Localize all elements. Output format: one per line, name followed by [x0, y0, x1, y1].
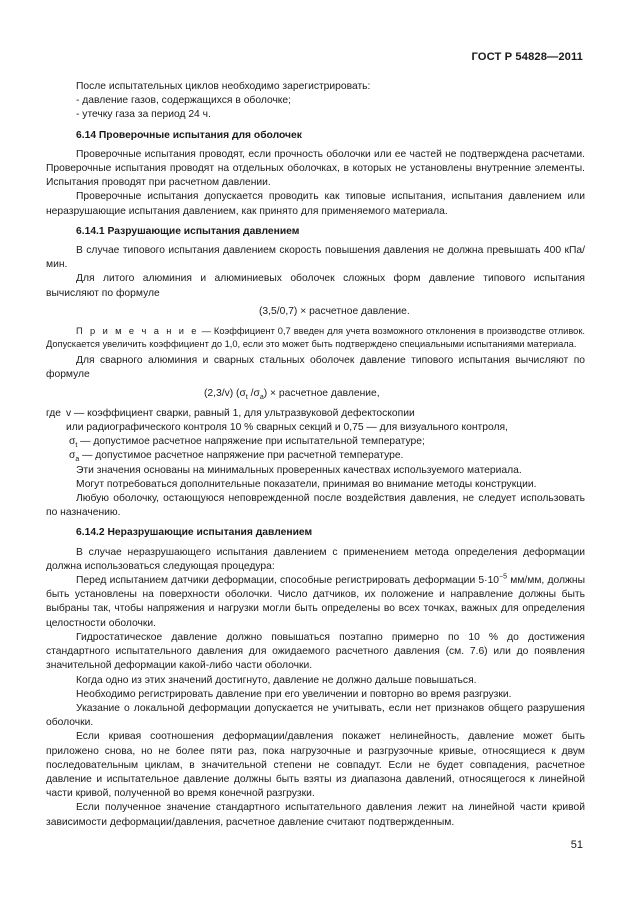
paragraph: Когда одно из этих значений достигнуто, давление не должно дальше повышаться.: [76, 674, 477, 686]
formula-welded: [46, 387, 585, 401]
formula-cast-aluminium: (3,5/0,7) × расчетное давление.: [259, 305, 410, 317]
paragraph: В случае типового испытания давлением скорость повышения давления не должна превышать 400 кПа/мин.: [46, 245, 585, 271]
formula-part: (2,3/v) (σ: [204, 387, 246, 399]
formula-subscript: t: [245, 393, 248, 401]
section-heading-6-14-1: 6.14.1 Разрушающие испытания давлением: [76, 225, 300, 237]
definition-text: v — коэффициент сварки, равный 1, для ультразвуковой дефектоскопии: [66, 407, 415, 419]
paragraph: Если полученное значение стандартного испытательного давления лежит на линейной части кривой зависимости деформации/давления, расчетное давление считают подтвержденным.: [46, 802, 585, 828]
formula-subscript: a: [259, 393, 264, 401]
paragraph: В случае неразрушающего испытания давлением с применением метода определения деформации должна использоваться следующая процедура:: [46, 546, 585, 572]
definitions-list: [46, 407, 585, 464]
definition-text: — допустимое расчетное напряжение при испытательной температуре;: [77, 436, 425, 448]
paragraph-part: Перед испытанием датчики деформации, способные регистрировать деформации 5·10: [76, 575, 500, 587]
paragraph: Указание о локальной деформации допускается не учитывать, если нет признаков общего разрушения оболочки.: [46, 702, 585, 729]
paragraph: Могут потребоваться дополнительные показатели, принимая во внимание методы конструкции.: [76, 478, 537, 490]
intro-item: - утечку газа за период 24 ч.: [76, 109, 211, 121]
intro-lead: После испытательных циклов необходимо зарегистрировать:: [76, 81, 371, 92]
symbol-subscript: a: [75, 456, 80, 464]
section-heading-6-14-2: 6.14.2 Неразрушающие испытания давлением: [76, 527, 313, 539]
symbol: σ: [69, 450, 76, 462]
paragraph: Проверочные испытания допускается проводить как типовые испытания, испытания давлением или неразрушающие испытания давлением, как принято для применяемого материала.: [46, 191, 585, 217]
formula-part: /σ: [247, 387, 260, 399]
where-label: где: [46, 407, 62, 419]
paragraph-part: мм/мм, должны быть установлены на поверхности оболочки. Число датчиков, их положение и направление должны быть выбраны так, чтобы напряжения и нагрузки могли быть определены во всех точках, важных для определения целостности оболочки.: [46, 575, 585, 629]
paragraph: Необходимо регистрировать давление при его увеличении и повторно во время разгрузки.: [76, 688, 512, 700]
definition-sigma-t: [46, 435, 585, 449]
paragraph: Любую оболочку, остающуюся неповрежденной после воздействия давления, не следует использовать по назначению.: [46, 493, 585, 519]
symbol: σ: [69, 436, 76, 448]
paragraph: Эти значения основаны на минимальных проверенных качествах используемого материала.: [76, 464, 522, 476]
paragraph: Для сварного алюминия и сварных стальных оболочек давление типового испытания вычисляют по формуле: [46, 355, 585, 381]
definition-sigma-a: [46, 449, 585, 463]
note: [46, 325, 585, 350]
page-number: 51: [570, 838, 583, 851]
note-text: — Коэффициент 0,7 введен для учета возможного отклонения в производстве отливок. Допускается увеличить коэффициент до 1,0, если это может быть подтверждено специальными испытаниями материала.: [46, 326, 586, 349]
definition-text: — допустимое расчетное напряжение при расчетной температуре.: [79, 450, 404, 462]
note-label: П р и м е ч а н и е: [76, 326, 199, 337]
intro-item: - давление газов, содержащихся в оболочке;: [76, 95, 292, 107]
document-body: [46, 80, 585, 830]
exponent: −5: [499, 573, 508, 581]
paragraph: Если кривая соотношения деформации/давления покажет нелинейность, давление может быть приложено снова, но не более пяти раз, пока нагрузочные и разгрузочные кривые, относящиеся к двум последовательным циклам, в значительной степени не совпадут. Если не будет совпадения, расчетное давление и испытательное давление должны быть взяты из диапазона давлений, относящегося к линейной части кривой, полученной во время конечной разгрузки.: [46, 731, 585, 800]
paragraph: Гидростатическое давление должно повышаться поэтапно примерно по 10 % до достижения стандартного испытательного давления для ожидаемого расчетного давления (см. 7.6) или до появления значительной деформации какой-либо части оболочки.: [46, 631, 585, 672]
definition-v-cont: или радиографического контроля 10 % сварных секций и 0,75 — для визуального контроля,: [66, 422, 508, 434]
standard-header: ГОСТ Р 54828—2011: [471, 51, 583, 63]
paragraph: Проверочные испытания проводят, если прочность оболочки или ее частей не подтверждена расчетами. Проверочные испытания проводят на отдельных оболочках, в которых не установлены внутренние элементы. Испытания проводят при расчетном давлении.: [46, 148, 585, 189]
symbol-subscript: t: [75, 442, 78, 450]
definition-v: [46, 407, 585, 421]
paragraph: [46, 574, 585, 631]
paragraph: Для литого алюминия и алюминиевых оболочек сложных форм давление типового испытания вычисляют по формуле: [46, 273, 585, 299]
section-heading-6-14: 6.14 Проверочные испытания для оболочек: [76, 129, 302, 141]
formula-part: ) × расчетное давление,: [263, 387, 380, 399]
